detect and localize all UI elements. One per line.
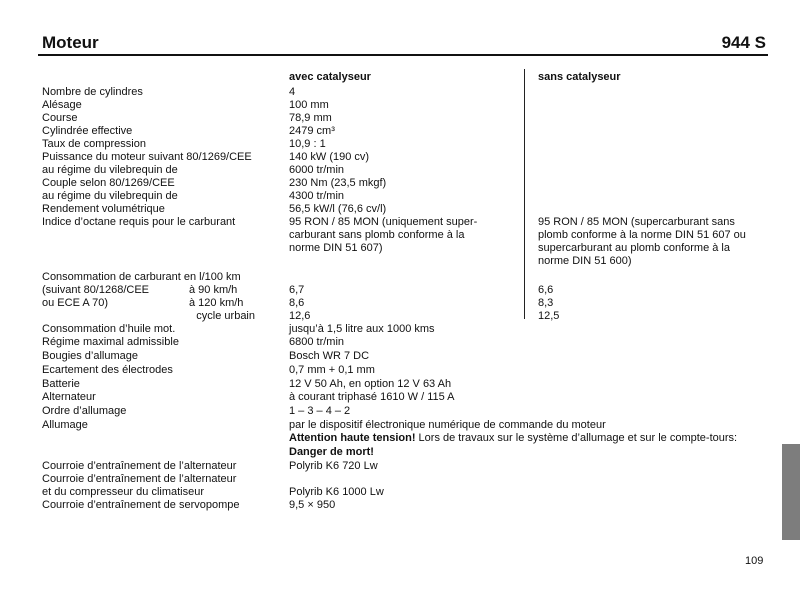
belt-label: Courroie d’entraînement de servopompe (42, 499, 240, 511)
spec-label: Allumage (42, 419, 88, 431)
spec-value: 56,5 kW/l (76,6 cv/l) (289, 203, 387, 215)
spec-label: au régime du vilebrequin de (42, 164, 178, 176)
spec-label: Couple selon 80/1269/CEE (42, 177, 175, 189)
warning-bold: Attention haute tension! (289, 432, 416, 444)
spec-label: Alternateur (42, 391, 96, 403)
spec-value: 10,9 : 1 (289, 138, 326, 150)
warning-line (289, 432, 737, 445)
consumption-speed: à 90 km/h (189, 284, 238, 296)
spec-value: 6800 tr/min (289, 336, 345, 348)
spec-value: 100 mm (289, 99, 329, 111)
spec-label: Rendement volumétrique (42, 203, 165, 215)
octane-without-cat: 95 RON / 85 MON (supercarburant sans plomb conforme à la norme DIN 51 607 ou supercarburant au plomb conforme à la norme DIN 51 600) (538, 216, 746, 267)
model-name: 944 S (721, 33, 766, 52)
spec-label: Nombre de cylindres (42, 86, 143, 98)
spec-value: 2479 cm³ (289, 125, 335, 137)
spec-label: Course (42, 112, 78, 124)
page-title: Moteur (42, 33, 99, 52)
consumption-label-2: (suivant 80/1268/CEE (42, 284, 150, 296)
octane-label: Indice d’octane requis pour le carburant (42, 216, 236, 228)
belt-value: Polyrib K6 720 Lw (289, 460, 378, 472)
octane-with-cat: 95 RON / 85 MON (uniquement super-carburant sans plomb conforme à la norme DIN 51 607) (289, 216, 478, 254)
column-header-without-cat: sans catalyseur (538, 71, 621, 83)
spec-value: Bosch WR 7 DC (289, 350, 370, 362)
spec-label: Puissance du moteur suivant 80/1269/CEE (42, 151, 252, 163)
spec-value: 4300 tr/min (289, 190, 345, 202)
spec-label: Ordre d’allumage (42, 405, 127, 417)
spec-value: 140 kW (190 cv) (289, 151, 370, 163)
belt-label: Courroie d’entraînement de l’alternateur (42, 460, 237, 472)
spec-label: au régime du vilebrequin de (42, 190, 178, 202)
spec-value: par le dispositif électronique numérique de commande du moteur (289, 419, 606, 431)
consumption-with-cat: 12,6 (289, 310, 311, 322)
spec-value: 1 – 3 – 4 – 2 (289, 405, 351, 417)
section-tab-marker (782, 444, 800, 540)
spec-value: 6000 tr/min (289, 164, 345, 176)
consumption-label-3: ou ECE A 70) (42, 297, 109, 309)
consumption-without-cat: 8,3 (538, 297, 554, 309)
consumption-without-cat: 6,6 (538, 284, 554, 296)
spec-value: à courant triphasé 1610 W / 115 A (289, 391, 455, 403)
danger-text: Danger de mort! (289, 446, 374, 458)
page-number: 109 (745, 555, 764, 567)
consumption-label: Consommation de carburant en l/100 km (42, 271, 241, 283)
spec-value: 78,9 mm (289, 112, 332, 124)
header-rule (38, 54, 768, 56)
column-header-with-cat: avec catalyseur (289, 71, 371, 83)
spec-value: 230 Nm (23,5 mkgf) (289, 177, 387, 189)
warning-text: Lors de travaux sur le système d’allumage et sur le compte-tours: (415, 432, 738, 444)
spec-label: Bougies d’allumage (42, 350, 139, 362)
spec-label: Consommation d’huile mot. (42, 323, 176, 335)
spec-label: Batterie (42, 378, 80, 390)
spec-value: 4 (289, 86, 296, 98)
spec-value: jusqu’à 1,5 litre aux 1000 kms (289, 323, 435, 335)
consumption-without-cat: 12,5 (538, 310, 560, 322)
column-divider (524, 69, 525, 319)
belt-label: Courroie d’entraînement de l’alternateur (42, 473, 237, 485)
spec-label: Cylindrée effective (42, 125, 133, 137)
spec-label: Ecartement des électrodes (42, 364, 173, 376)
consumption-speed: cycle urbain (196, 310, 255, 322)
spec-value: 0,7 mm + 0,1 mm (289, 364, 375, 376)
belt-label: et du compresseur du climatiseur (42, 486, 205, 498)
spec-value: 12 V 50 Ah, en option 12 V 63 Ah (289, 378, 452, 390)
consumption-with-cat: 8,6 (289, 297, 305, 309)
consumption-with-cat: 6,7 (289, 284, 305, 296)
spec-label: Taux de compression (42, 138, 146, 150)
spec-label: Régime maximal admissible (42, 336, 179, 348)
belt-value: 9,5 × 950 (289, 499, 336, 511)
spec-label: Alésage (42, 99, 82, 111)
belt-value: Polyrib K6 1000 Lw (289, 486, 384, 498)
consumption-speed: à 120 km/h (189, 297, 244, 309)
